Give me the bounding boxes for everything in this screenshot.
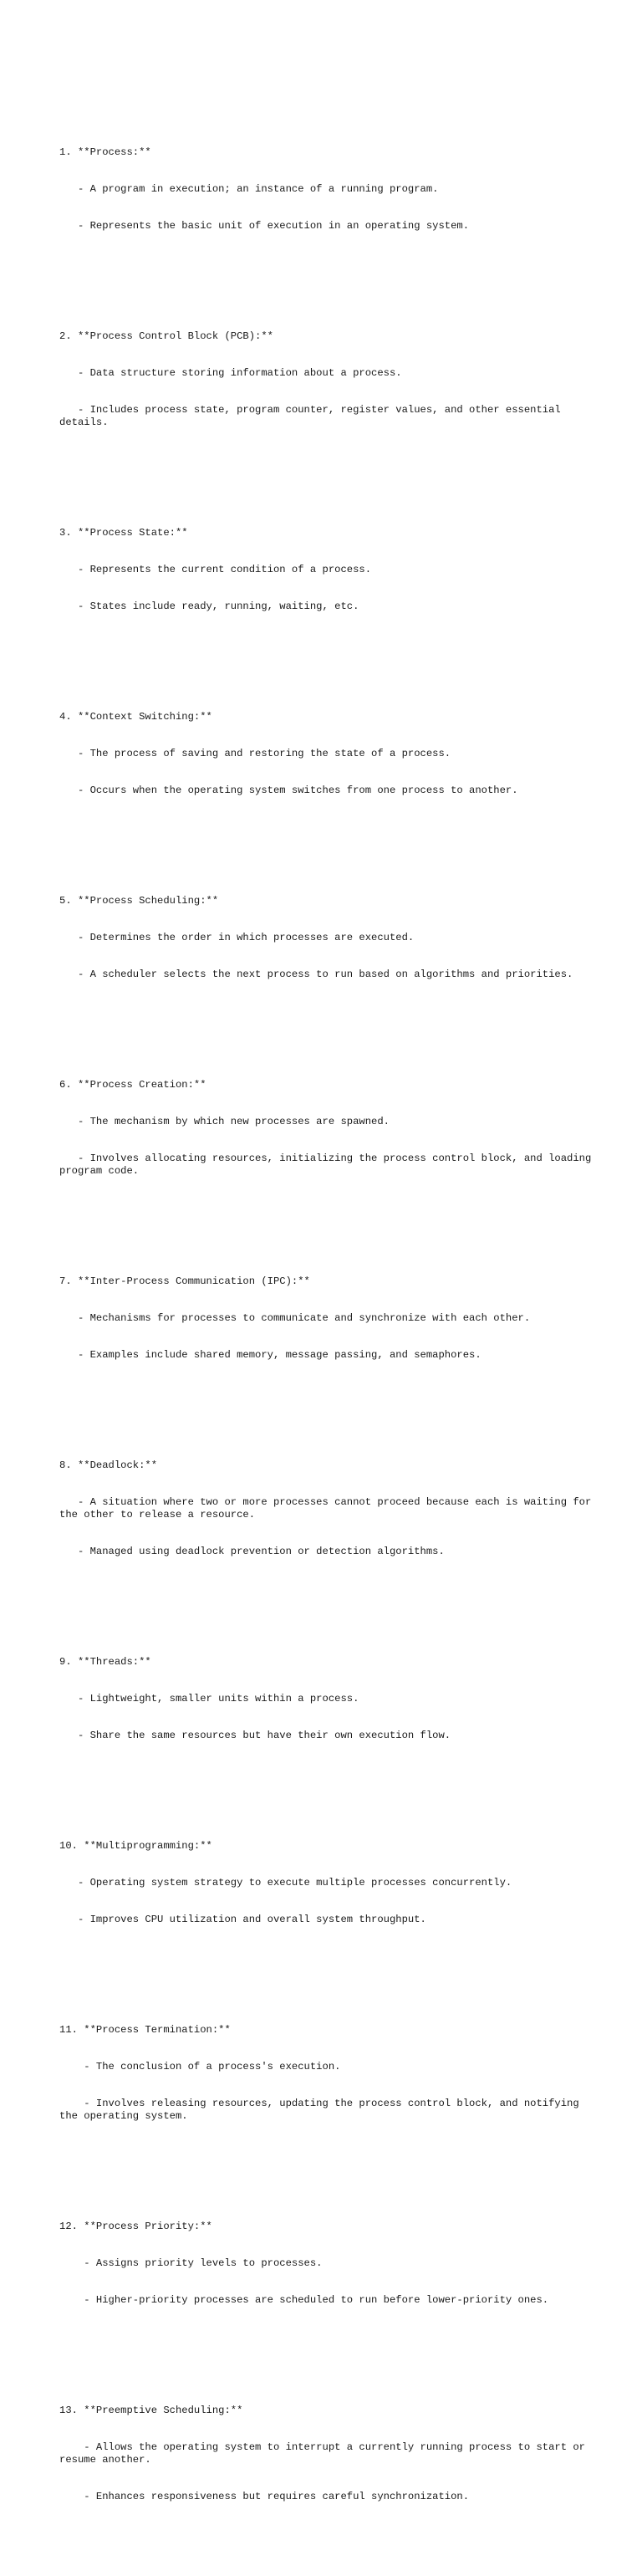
- item-bullet: - States include ready, running, waiting, etc.: [59, 600, 359, 612]
- item-bullet: - Operating system strategy to execute multiple processes concurrently.: [59, 1877, 512, 1889]
- item-bullet: - Share the same resources but have their own execution flow.: [59, 1729, 451, 1741]
- list-item-context-switching: [59, 686, 594, 821]
- item-heading: 12. **Process Priority:**: [59, 2220, 212, 2232]
- item-bullet: - Enhances responsiveness but requires careful synchronization.: [59, 2490, 470, 2502]
- item-heading: 8. **Deadlock:**: [59, 1459, 158, 1471]
- item-bullet: - The conclusion of a process's execution.: [59, 2061, 341, 2073]
- item-bullet: - A situation where two or more processes cannot proceed because each is waiting for the other to release a resource.: [59, 1496, 598, 1521]
- item-bullet: - Data structure storing information about a process.: [59, 366, 402, 379]
- item-bullet: - Higher-priority processes are scheduled to run before lower-priority ones.: [59, 2294, 549, 2307]
- item-heading: 11. **Process Termination:**: [59, 2024, 231, 2037]
- item-bullet: - Represents the basic unit of execution in an operating system.: [59, 219, 470, 232]
- list-item-process-priority: [59, 2195, 594, 2331]
- list-item-process-scheduling: [59, 870, 594, 1005]
- list-item-pcb: [59, 305, 594, 452]
- item-bullet: - The mechanism by which new processes are spawned.: [59, 1116, 390, 1128]
- list-item-process-state: [59, 502, 594, 637]
- item-bullet: - The process of saving and restoring the state of a process.: [59, 747, 451, 759]
- item-bullet: - Allows the operating system to interrupt a currently running process to start or resume another.: [59, 2441, 592, 2466]
- list-item-process-creation: [59, 1055, 598, 1202]
- item-bullet: - Represents the current condition of a process.: [59, 563, 372, 575]
- item-bullet: - Lightweight, smaller units within a process.: [59, 1692, 359, 1705]
- item-heading: 13. **Preemptive Scheduling:**: [59, 2405, 243, 2417]
- item-heading: 4. **Context Switching:**: [59, 710, 212, 723]
- item-bullet: - Occurs when the operating system switches from one process to another.: [59, 784, 518, 796]
- item-heading: 6. **Process Creation:**: [59, 1078, 206, 1091]
- item-bullet: - Includes process state, program counter, register values, and other essential details.: [59, 403, 568, 428]
- item-heading: 9. **Threads:**: [59, 1655, 151, 1668]
- list-item-preemptive-scheduling: [59, 2380, 594, 2527]
- item-heading: 2. **Process Control Block (PCB):**: [59, 330, 273, 342]
- list-item-threads: [59, 1631, 594, 1766]
- item-bullet: - Involves allocating resources, initializing the process control block, and loading program code.: [59, 1153, 598, 1177]
- list-item-deadlock: [59, 1435, 598, 1582]
- list-item-ipc: [59, 1250, 594, 1386]
- item-bullet: - Examples include shared memory, message passing, and semaphores.: [59, 1348, 482, 1361]
- item-bullet: - Assigns priority levels to processes.: [59, 2257, 323, 2269]
- item-heading: 7. **Inter-Process Communication (IPC):**: [59, 1275, 310, 1287]
- list-item-process-termination: [59, 2000, 594, 2147]
- item-bullet: - Mechanisms for processes to communicate and synchronize with each other.: [59, 1311, 531, 1324]
- item-heading: 10. **Multiprogramming:**: [59, 1839, 212, 1852]
- item-heading: 5. **Process Scheduling:**: [59, 894, 219, 907]
- item-bullet: - Managed using deadlock prevention or detection algorithms.: [59, 1545, 445, 1557]
- item-bullet: - Improves CPU utilization and overall system throughput.: [59, 1914, 426, 1926]
- item-heading: 3. **Process State:**: [59, 526, 188, 539]
- item-bullet: - A program in execution; an instance of a running program.: [59, 182, 439, 195]
- item-heading: 1. **Process:**: [59, 146, 151, 158]
- item-bullet: - Determines the order in which processes are executed.: [59, 931, 415, 943]
- list-item-multiprogramming: [59, 1815, 594, 1950]
- document-body: [59, 84, 598, 2576]
- list-item-process: [59, 121, 594, 257]
- item-bullet: - Involves releasing resources, updating the process control block, and notifying the operating system.: [59, 2098, 586, 2122]
- item-bullet: - A scheduler selects the next process to run based on algorithms and priorities.: [59, 969, 573, 980]
